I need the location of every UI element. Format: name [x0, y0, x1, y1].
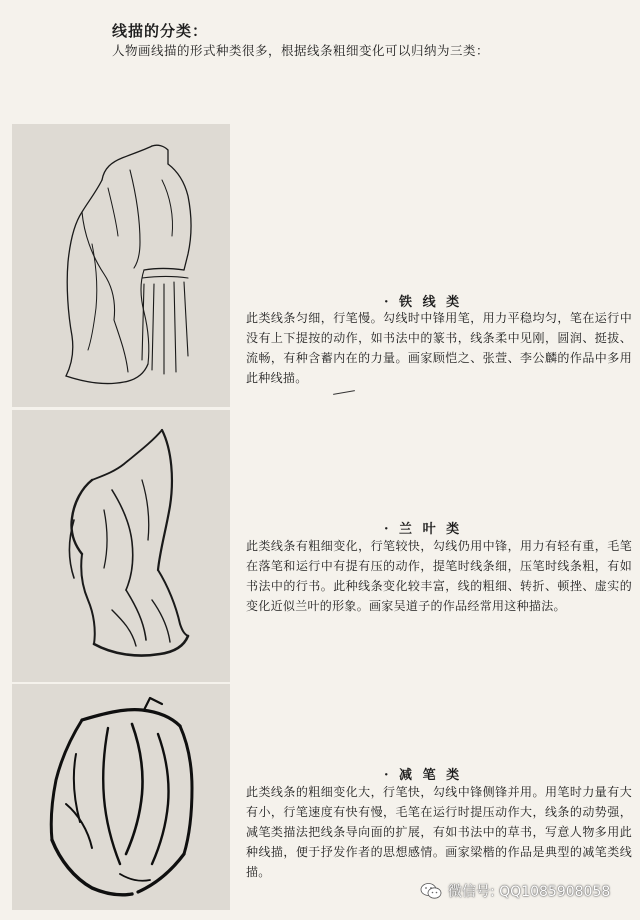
section-body-reduced-brush: 此类线条的粗细变化大，行笔快，勾线中锋侧锋并用。用笔时力量有大有小，行笔速度有快有慢，毛笔在运行时提压动作大，线条的动势强，减笔类描法把线条导向面的扩展，有如书法中的草书，写意人物多用此种线描，便于抒发作者的思想感情。画家梁楷的作品是典型的减笔类线描。 [246, 785, 632, 879]
section-title-orchid-leaf: · 兰 叶 类 [384, 522, 463, 537]
watermark-text: 微信号: QQ1085908058 [448, 884, 611, 900]
iron-wire-illustration [12, 124, 230, 407]
reduced-brush-illustration [12, 684, 230, 910]
orchid-leaf-illustration [12, 410, 230, 682]
wechat-icon [420, 882, 442, 900]
section-title-iron-wire: · 铁 线 类 [384, 295, 463, 310]
page-title: 线描的分类： [112, 22, 209, 40]
intro-text: 人物画线描的形式种类很多，根据线条粗细变化可以归纳为三类： [112, 43, 490, 58]
section-title-reduced-brush: · 减 笔 类 [384, 768, 463, 783]
section-body-iron-wire: 此类线条匀细，行笔慢。勾线时中锋用笔，用力平稳均匀，笔在运行中没有上下提按的动作，如书法中的篆书，线条柔中见刚，圆润、挺拔、流畅，有种含蓄内在的力量。画家顾恺之、张萱、李公麟的作品中多用此种线描。 [246, 311, 632, 385]
ink-mark [333, 390, 355, 395]
section-body-orchid-leaf: 此类线条有粗细变化，行笔较快，勾线仍用中锋，用力有轻有重，毛笔在落笔和运行中有提有压的动作，提笔时线条细，压笔时线条粗，有如书法中的行书。此种线条变化较丰富，线的粗细、转折、顿挫、虚实的变化近似兰叶的形象。画家吴道子的作品经常用这种描法。 [246, 539, 632, 613]
watermark [420, 881, 610, 901]
